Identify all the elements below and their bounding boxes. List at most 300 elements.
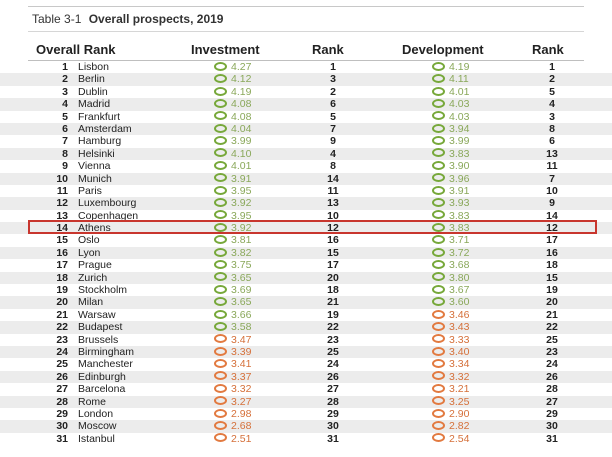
city-name: Munich bbox=[78, 172, 112, 185]
overall-rank: 30 bbox=[56, 420, 68, 433]
city-name: Copenhagen bbox=[78, 209, 139, 222]
rating-circle-icon bbox=[432, 359, 445, 368]
development-score bbox=[432, 259, 469, 271]
city-name: Luxembourg bbox=[78, 197, 137, 210]
investment-rank: 14 bbox=[327, 172, 339, 185]
table-row bbox=[0, 197, 612, 209]
table-row bbox=[0, 247, 612, 259]
development-score bbox=[432, 371, 469, 383]
score-value: 4.10 bbox=[231, 147, 252, 160]
score-value: 2.82 bbox=[449, 420, 470, 433]
rating-circle-icon bbox=[432, 148, 445, 157]
investment-score bbox=[214, 433, 251, 445]
score-value: 4.19 bbox=[231, 85, 252, 98]
rating-circle-icon bbox=[214, 322, 227, 331]
table-row bbox=[0, 160, 612, 172]
investment-score bbox=[214, 321, 251, 333]
score-value: 3.75 bbox=[231, 259, 252, 272]
city-name: London bbox=[78, 407, 114, 420]
investment-rank: 3 bbox=[330, 73, 336, 86]
development-score bbox=[432, 61, 469, 73]
table-row bbox=[0, 358, 612, 370]
score-value: 3.95 bbox=[231, 209, 252, 222]
score-value: 4.01 bbox=[449, 85, 470, 98]
city-name: Brussels bbox=[78, 333, 119, 346]
development-rank: 25 bbox=[546, 333, 558, 346]
rating-circle-icon bbox=[214, 99, 227, 108]
investment-rank: 23 bbox=[327, 333, 339, 346]
score-value: 3.93 bbox=[449, 197, 470, 210]
investment-rank: 21 bbox=[327, 296, 339, 309]
development-score bbox=[432, 173, 469, 185]
header-investment: Investment bbox=[191, 42, 260, 57]
rating-circle-icon bbox=[432, 124, 445, 133]
investment-rank: 22 bbox=[327, 321, 339, 334]
score-value: 3.32 bbox=[231, 383, 252, 396]
overall-rank: 24 bbox=[56, 345, 68, 358]
score-value: 2.98 bbox=[231, 407, 252, 420]
rating-circle-icon bbox=[214, 173, 227, 182]
development-rank: 15 bbox=[546, 271, 558, 284]
investment-score bbox=[214, 197, 251, 209]
development-rank: 11 bbox=[546, 160, 558, 173]
rating-circle-icon bbox=[214, 74, 227, 83]
city-name: Stockholm bbox=[78, 284, 128, 297]
investment-score bbox=[214, 334, 251, 346]
score-value: 3.65 bbox=[231, 271, 252, 284]
score-value: 4.01 bbox=[231, 160, 252, 173]
caption-rule bbox=[28, 31, 584, 32]
rating-circle-icon bbox=[432, 87, 445, 96]
investment-score bbox=[214, 185, 251, 197]
score-value: 3.80 bbox=[449, 271, 470, 284]
rating-circle-icon bbox=[432, 186, 445, 195]
rating-circle-icon bbox=[432, 285, 445, 294]
investment-score bbox=[214, 98, 251, 110]
investment-rank: 17 bbox=[327, 259, 339, 272]
investment-rank: 19 bbox=[327, 308, 339, 321]
score-value: 4.12 bbox=[231, 73, 252, 86]
overall-rank: 19 bbox=[56, 284, 68, 297]
development-rank: 22 bbox=[546, 321, 558, 334]
score-value: 4.03 bbox=[449, 98, 470, 111]
overall-rank: 20 bbox=[56, 296, 68, 309]
city-name: Milan bbox=[78, 296, 104, 309]
rating-circle-icon bbox=[214, 310, 227, 319]
overall-rank: 28 bbox=[56, 395, 68, 408]
city-name: Edinburgh bbox=[78, 370, 126, 383]
rating-circle-icon bbox=[432, 322, 445, 331]
score-value: 3.68 bbox=[449, 259, 470, 272]
development-score bbox=[432, 383, 469, 395]
athens-highlight-box bbox=[28, 220, 597, 234]
investment-score bbox=[214, 135, 251, 147]
score-value: 3.33 bbox=[449, 333, 470, 346]
investment-score bbox=[214, 371, 251, 383]
table-title: Overall prospects, 2019 bbox=[88, 12, 224, 26]
development-score bbox=[432, 408, 469, 420]
table-header bbox=[0, 42, 612, 58]
city-name: Madrid bbox=[78, 98, 111, 111]
rating-circle-icon bbox=[214, 409, 227, 418]
score-value: 3.81 bbox=[231, 234, 252, 247]
rating-circle-icon bbox=[214, 347, 227, 356]
score-value: 3.32 bbox=[449, 370, 470, 383]
score-value: 4.19 bbox=[449, 61, 470, 73]
development-rank: 26 bbox=[546, 370, 558, 383]
table-row bbox=[0, 346, 612, 358]
top-rule bbox=[28, 6, 584, 7]
score-value: 4.08 bbox=[231, 110, 252, 123]
table-row bbox=[0, 86, 612, 98]
table-row bbox=[0, 173, 612, 185]
development-rank: 8 bbox=[549, 122, 555, 135]
header-development-rank: Rank bbox=[532, 42, 564, 57]
table-row bbox=[0, 420, 612, 432]
city-name: Helsinki bbox=[78, 147, 115, 160]
table-row bbox=[0, 185, 612, 197]
development-rank: 27 bbox=[546, 395, 558, 408]
investment-rank: 28 bbox=[327, 395, 339, 408]
investment-score bbox=[214, 346, 251, 358]
score-value: 3.95 bbox=[231, 184, 252, 197]
investment-score bbox=[214, 296, 251, 308]
investment-score bbox=[214, 408, 251, 420]
city-name: Hamburg bbox=[78, 135, 122, 148]
development-rank: 12 bbox=[546, 222, 558, 235]
rating-circle-icon bbox=[214, 384, 227, 393]
table-row bbox=[0, 73, 612, 85]
table-caption bbox=[32, 12, 223, 26]
score-value: 3.90 bbox=[449, 160, 470, 173]
investment-rank: 10 bbox=[327, 209, 339, 222]
development-rank: 18 bbox=[546, 259, 558, 272]
score-value: 3.91 bbox=[231, 172, 252, 185]
development-score bbox=[432, 197, 469, 209]
investment-score bbox=[214, 123, 251, 135]
rating-circle-icon bbox=[214, 210, 227, 219]
rating-circle-icon bbox=[214, 136, 227, 145]
development-score bbox=[432, 148, 469, 160]
development-rank: 16 bbox=[546, 246, 558, 259]
development-rank: 28 bbox=[546, 383, 558, 396]
score-value: 3.99 bbox=[231, 135, 252, 148]
development-rank: 1 bbox=[549, 61, 555, 73]
table-row bbox=[0, 98, 612, 110]
header-development: Development bbox=[402, 42, 484, 57]
rating-circle-icon bbox=[214, 87, 227, 96]
overall-rank: 29 bbox=[56, 407, 68, 420]
investment-score bbox=[214, 259, 251, 271]
rating-circle-icon bbox=[432, 235, 445, 244]
investment-score bbox=[214, 420, 251, 432]
city-name: Athens bbox=[78, 222, 111, 235]
investment-rank: 25 bbox=[327, 345, 339, 358]
score-value: 3.96 bbox=[449, 172, 470, 185]
score-value: 3.92 bbox=[231, 222, 252, 235]
rating-circle-icon bbox=[214, 235, 227, 244]
table-row bbox=[0, 148, 612, 160]
rating-circle-icon bbox=[214, 260, 227, 269]
score-value: 3.69 bbox=[231, 284, 252, 297]
development-score bbox=[432, 358, 469, 370]
score-value: 3.71 bbox=[449, 234, 470, 247]
overall-rank: 8 bbox=[62, 147, 68, 160]
score-value: 3.65 bbox=[231, 296, 252, 309]
rating-circle-icon bbox=[432, 371, 445, 380]
investment-rank: 20 bbox=[327, 271, 339, 284]
rating-circle-icon bbox=[214, 285, 227, 294]
city-name: Birmingham bbox=[78, 345, 135, 358]
investment-score bbox=[214, 396, 251, 408]
city-name: Manchester bbox=[78, 358, 133, 371]
score-value: 2.51 bbox=[231, 432, 252, 445]
city-name: Warsaw bbox=[78, 308, 116, 321]
development-score bbox=[432, 98, 469, 110]
overall-rank: 1 bbox=[62, 61, 68, 73]
score-value: 3.47 bbox=[231, 333, 252, 346]
score-value: 4.04 bbox=[231, 122, 252, 135]
development-score bbox=[432, 160, 469, 172]
rating-circle-icon bbox=[214, 124, 227, 133]
header-overall-rank: Overall Rank bbox=[36, 42, 116, 57]
development-score bbox=[432, 111, 469, 123]
overall-rank: 12 bbox=[56, 197, 68, 210]
score-value: 3.66 bbox=[231, 308, 252, 321]
development-rank: 17 bbox=[546, 234, 558, 247]
rating-circle-icon bbox=[432, 74, 445, 83]
development-score bbox=[432, 346, 469, 358]
score-value: 3.41 bbox=[231, 358, 252, 371]
development-rank: 4 bbox=[549, 98, 555, 111]
development-score bbox=[432, 309, 469, 321]
rating-circle-icon bbox=[432, 297, 445, 306]
rating-circle-icon bbox=[432, 198, 445, 207]
overall-rank: 23 bbox=[56, 333, 68, 346]
table-row bbox=[0, 284, 612, 296]
development-score bbox=[432, 396, 469, 408]
investment-rank: 2 bbox=[330, 85, 336, 98]
rating-circle-icon bbox=[432, 260, 445, 269]
city-name: Berlin bbox=[78, 73, 105, 86]
investment-rank: 26 bbox=[327, 370, 339, 383]
development-rank: 13 bbox=[546, 147, 558, 160]
rating-circle-icon bbox=[214, 297, 227, 306]
score-value: 3.43 bbox=[449, 321, 470, 334]
development-score bbox=[432, 296, 469, 308]
development-rank: 14 bbox=[546, 209, 558, 222]
score-value: 3.72 bbox=[449, 246, 470, 259]
table-row bbox=[0, 234, 612, 246]
score-value: 3.92 bbox=[231, 197, 252, 210]
rating-circle-icon bbox=[214, 396, 227, 405]
score-value: 4.27 bbox=[231, 61, 252, 73]
development-rank: 24 bbox=[546, 358, 558, 371]
development-score bbox=[432, 247, 469, 259]
investment-score bbox=[214, 86, 251, 98]
overall-rank: 6 bbox=[62, 122, 68, 135]
overall-rank: 31 bbox=[56, 432, 68, 445]
rating-circle-icon bbox=[432, 421, 445, 430]
rating-circle-icon bbox=[432, 248, 445, 257]
rating-circle-icon bbox=[214, 111, 227, 120]
score-value: 4.11 bbox=[449, 73, 469, 86]
table-row bbox=[0, 296, 612, 308]
overall-rank: 11 bbox=[56, 184, 68, 197]
rating-circle-icon bbox=[214, 371, 227, 380]
rating-circle-icon bbox=[214, 272, 227, 281]
development-score bbox=[432, 123, 469, 135]
development-rank: 21 bbox=[546, 308, 558, 321]
table-row bbox=[0, 433, 612, 445]
development-rank: 5 bbox=[549, 85, 555, 98]
investment-rank: 1 bbox=[330, 61, 336, 73]
score-value: 4.08 bbox=[231, 98, 252, 111]
development-rank: 7 bbox=[549, 172, 555, 185]
development-score bbox=[432, 234, 469, 246]
rating-circle-icon bbox=[432, 310, 445, 319]
investment-rank: 16 bbox=[327, 234, 339, 247]
score-value: 3.83 bbox=[449, 222, 470, 235]
rating-circle-icon bbox=[214, 198, 227, 207]
development-rank: 3 bbox=[549, 110, 555, 123]
investment-score bbox=[214, 383, 251, 395]
score-value: 3.25 bbox=[449, 395, 470, 408]
rating-circle-icon bbox=[432, 433, 445, 442]
rating-circle-icon bbox=[432, 210, 445, 219]
city-name: Prague bbox=[78, 259, 112, 272]
investment-score bbox=[214, 111, 251, 123]
overall-rank: 27 bbox=[56, 383, 68, 396]
investment-score bbox=[214, 247, 251, 259]
table-row bbox=[0, 334, 612, 346]
investment-rank: 7 bbox=[330, 122, 336, 135]
development-rank: 2 bbox=[549, 73, 555, 86]
overall-rank: 10 bbox=[56, 172, 68, 185]
development-rank: 31 bbox=[546, 432, 558, 445]
investment-score bbox=[214, 160, 251, 172]
table-row bbox=[0, 123, 612, 135]
city-name: Zurich bbox=[78, 271, 108, 284]
rating-circle-icon bbox=[214, 248, 227, 257]
investment-rank: 29 bbox=[327, 407, 339, 420]
development-score bbox=[432, 433, 469, 445]
rating-circle-icon bbox=[432, 409, 445, 418]
score-value: 3.58 bbox=[231, 321, 252, 334]
table-row bbox=[0, 383, 612, 395]
rating-circle-icon bbox=[214, 433, 227, 442]
overall-rank: 22 bbox=[56, 321, 68, 334]
score-value: 2.90 bbox=[449, 407, 470, 420]
header-investment-rank: Rank bbox=[312, 42, 344, 57]
city-name: Paris bbox=[78, 184, 102, 197]
rating-circle-icon bbox=[432, 111, 445, 120]
table-body bbox=[0, 61, 612, 445]
rating-circle-icon bbox=[432, 62, 445, 71]
development-score bbox=[432, 321, 469, 333]
overall-rank: 18 bbox=[56, 271, 68, 284]
rating-circle-icon bbox=[214, 334, 227, 343]
table-row bbox=[0, 61, 612, 73]
investment-score bbox=[214, 358, 251, 370]
investment-score bbox=[214, 234, 251, 246]
rating-circle-icon bbox=[432, 272, 445, 281]
investment-rank: 6 bbox=[330, 98, 336, 111]
investment-rank: 31 bbox=[327, 432, 339, 445]
overall-rank: 7 bbox=[62, 135, 68, 148]
rating-circle-icon bbox=[214, 359, 227, 368]
overall-rank: 17 bbox=[56, 259, 68, 272]
development-score bbox=[432, 272, 469, 284]
investment-rank: 4 bbox=[330, 147, 336, 160]
score-value: 3.94 bbox=[449, 122, 470, 135]
rating-circle-icon bbox=[214, 421, 227, 430]
overall-rank: 25 bbox=[56, 358, 68, 371]
rating-circle-icon bbox=[432, 384, 445, 393]
rating-circle-icon bbox=[432, 396, 445, 405]
overall-rank: 16 bbox=[56, 246, 68, 259]
score-value: 3.83 bbox=[449, 209, 470, 222]
city-name: Amsterdam bbox=[78, 122, 132, 135]
development-score bbox=[432, 73, 469, 85]
investment-rank: 5 bbox=[330, 110, 336, 123]
investment-rank: 24 bbox=[327, 358, 339, 371]
city-name: Lyon bbox=[78, 246, 101, 259]
development-rank: 10 bbox=[546, 184, 558, 197]
score-value: 2.68 bbox=[231, 420, 252, 433]
rating-circle-icon bbox=[214, 148, 227, 157]
score-value: 3.37 bbox=[231, 370, 252, 383]
development-score bbox=[432, 334, 469, 346]
overall-rank: 13 bbox=[56, 209, 68, 222]
investment-score bbox=[214, 61, 251, 73]
score-value: 3.46 bbox=[449, 308, 470, 321]
investment-score bbox=[214, 148, 251, 160]
table-row bbox=[0, 135, 612, 147]
investment-rank: 18 bbox=[327, 284, 339, 297]
development-score bbox=[432, 135, 469, 147]
rating-circle-icon bbox=[432, 99, 445, 108]
investment-score bbox=[214, 284, 251, 296]
city-name: Istanbul bbox=[78, 432, 115, 445]
table-row bbox=[0, 111, 612, 123]
investment-score bbox=[214, 73, 251, 85]
score-value: 3.39 bbox=[231, 345, 252, 358]
investment-rank: 27 bbox=[327, 383, 339, 396]
overall-rank: 15 bbox=[56, 234, 68, 247]
overall-rank: 5 bbox=[62, 110, 68, 123]
investment-score bbox=[214, 272, 251, 284]
city-name: Vienna bbox=[78, 160, 111, 173]
investment-rank: 30 bbox=[327, 420, 339, 433]
table-row bbox=[0, 272, 612, 284]
rating-circle-icon bbox=[214, 62, 227, 71]
city-name: Rome bbox=[78, 395, 107, 408]
score-value: 4.03 bbox=[449, 110, 470, 123]
score-value: 3.60 bbox=[449, 296, 470, 309]
score-value: 3.34 bbox=[449, 358, 470, 371]
investment-rank: 15 bbox=[327, 246, 339, 259]
overall-rank: 2 bbox=[62, 73, 68, 86]
city-name: Dublin bbox=[78, 85, 108, 98]
rating-circle-icon bbox=[214, 186, 227, 195]
investment-rank: 13 bbox=[327, 197, 339, 210]
development-score bbox=[432, 420, 469, 432]
table-label: Table 3-1 bbox=[32, 12, 82, 26]
city-name: Oslo bbox=[78, 234, 100, 247]
investment-score bbox=[214, 173, 251, 185]
development-rank: 19 bbox=[546, 284, 558, 297]
